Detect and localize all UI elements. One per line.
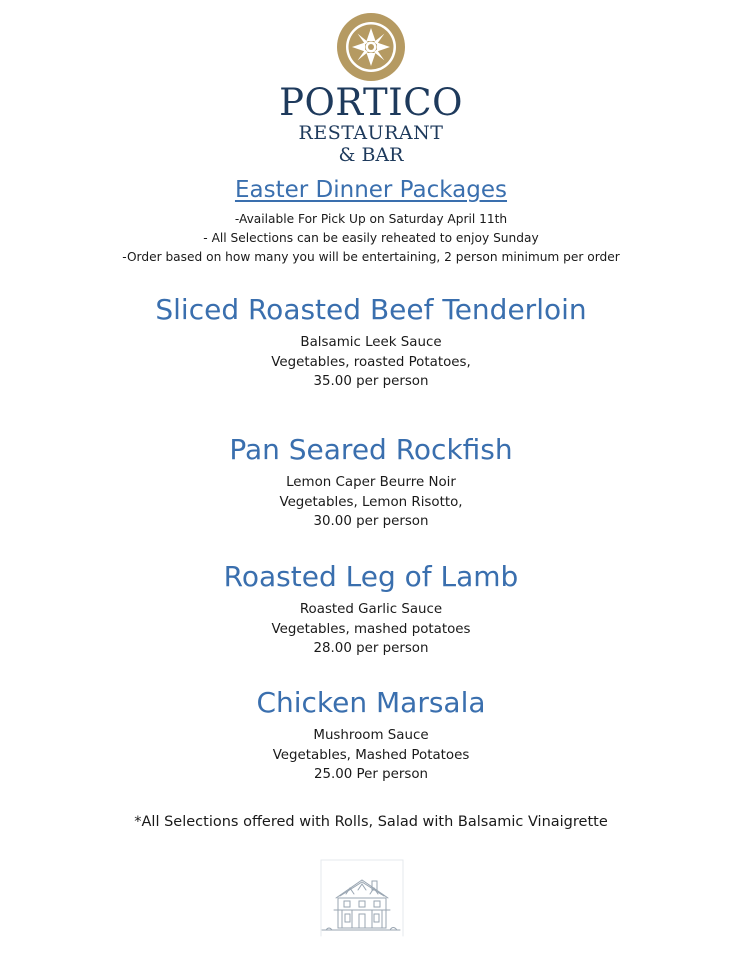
dish-price: 35.00 per person: [313, 374, 429, 389]
dish-sauce: Mushroom Sauce: [313, 728, 429, 743]
dish-price: 25.00 Per person: [313, 767, 429, 782]
restaurant-logo: [0, 12, 742, 166]
note-line: -Order based on how many you will be entertaining, 2 person minimum per order: [122, 250, 620, 264]
dish-item: [0, 685, 742, 785]
dish-sides: Vegetables, roasted Potatoes,: [271, 354, 471, 370]
dish-sauce: Balsamic Leek Sauce: [300, 335, 442, 350]
dish-sides: Vegetables, mashed potatoes: [271, 621, 471, 637]
footer-note: *All Selections offered with Rolls, Salad with Balsamic Vinaigrette: [134, 814, 608, 830]
dish-name: Roasted Leg of Lamb: [223, 560, 519, 593]
dish-sauce: Roasted Garlic Sauce: [299, 602, 443, 617]
dish-name: Sliced Roasted Beef Tenderloin: [155, 293, 587, 326]
note-line: -Available For Pick Up on Saturday April 11th: [234, 212, 508, 226]
dish-name: Pan Seared Rockfish: [229, 433, 513, 466]
house-sketch-icon: [318, 858, 418, 938]
brand-subtitle-restaurant: RESTAURANT: [298, 122, 444, 144]
note-line: - All Selections can be easily reheated to enjoy Sunday: [203, 231, 539, 245]
brand-subtitle-bar: & BAR: [338, 144, 404, 166]
dish-name: Chicken Marsala: [256, 686, 486, 719]
brand-name: PORTICO: [279, 81, 463, 124]
package-notes: [0, 210, 742, 267]
dish-price: 30.00 per person: [313, 514, 429, 529]
dish-sides: Vegetables, Mashed Potatoes: [272, 747, 470, 763]
wheel-emblem-icon: [336, 12, 406, 82]
dish-sides: Vegetables, Lemon Risotto,: [279, 494, 463, 510]
dish-item: [0, 432, 742, 532]
dish-price: 28.00 per person: [313, 641, 429, 656]
page-title: Easter Dinner Packages: [234, 177, 508, 203]
dish-sauce: Lemon Caper Beurre Noir: [286, 475, 456, 490]
dish-item: [0, 292, 742, 392]
dish-item: [0, 559, 742, 659]
